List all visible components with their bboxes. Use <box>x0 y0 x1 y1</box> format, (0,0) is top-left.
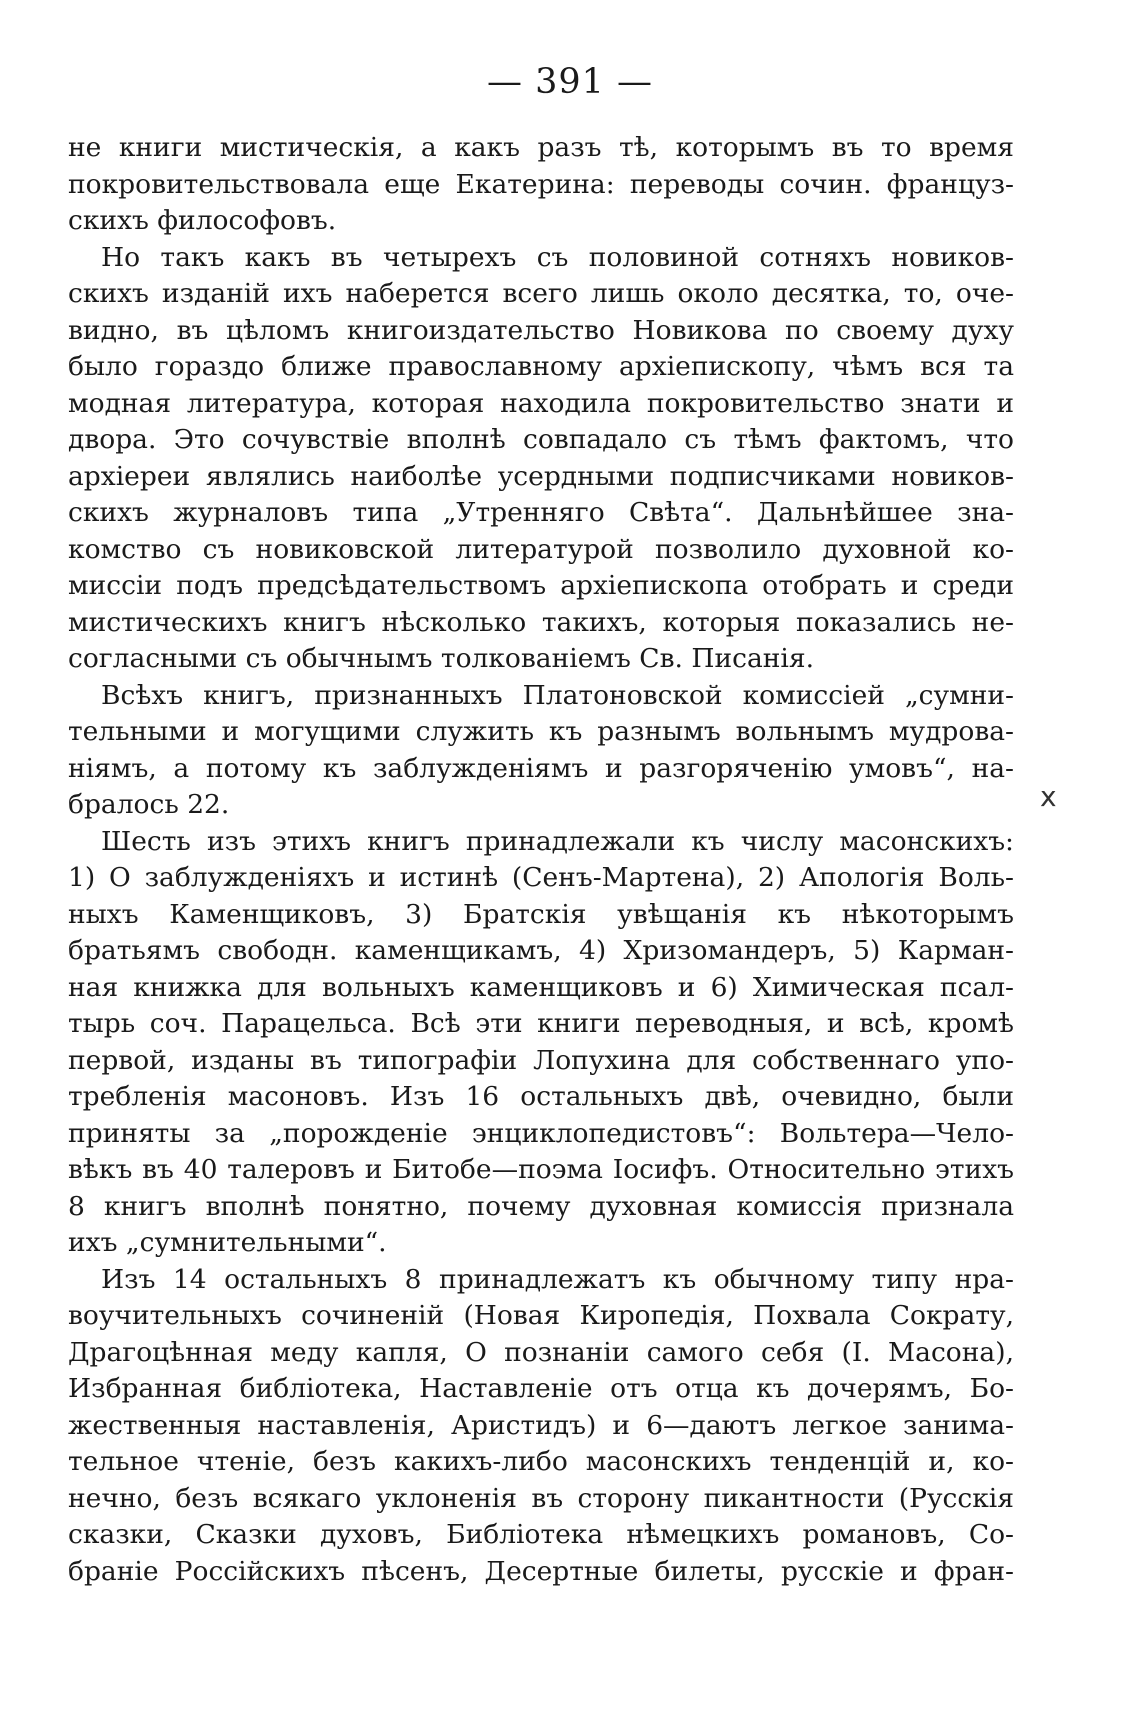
text-line: скихъ журналовъ типа „Утренняго Свѣта“. Дальнѣйшее зна- <box>68 497 1014 528</box>
text-line: первой, изданы въ типографіи Лопухина для собственнаго упо- <box>68 1044 1014 1076</box>
paragraph-4 <box>68 824 1014 1262</box>
margin-annotation: x <box>1040 780 1057 813</box>
text-line: тельное чтеніе, безъ какихъ-либо масонскихъ тенденцій и, ко- <box>68 1446 1014 1477</box>
text-line: тырь соч. Парацельса. Всѣ эти книги переводныя, и всѣ, кромѣ <box>68 1008 1014 1039</box>
text-line: не книги мистическія, а какъ разъ тѣ, которымъ въ то время <box>68 132 1014 163</box>
text-line: скихъ изданій ихъ наберется всего лишь около десятка, то, оче- <box>68 278 1014 309</box>
text-line: ныхъ Каменщиковъ, 3) Братскія увѣщанія къ нѣкоторымъ <box>68 898 1014 930</box>
text-line: воучительныхъ сочиненій (Новая Киропедія, Похвала Сократу, <box>68 1300 1014 1331</box>
body-text <box>68 130 1014 1590</box>
text-line: Но такъ какъ въ четырехъ съ половиной сотняхъ новиков- <box>101 241 1014 273</box>
text-line: браніе Россійскихъ пѣсенъ, Десертные билеты, русскіе и фран- <box>68 1555 1014 1587</box>
text-line: 8 книгъ вполнѣ понятно, почему духовная комиссія признала <box>68 1190 1014 1222</box>
text-line: Изъ 14 остальныхъ 8 принадлежатъ къ обычному типу нра- <box>101 1263 1014 1295</box>
paragraph-3 <box>68 678 1014 824</box>
text-line: приняты за „порожденіе энциклопедистовъ“: Вольтера—Чело- <box>68 1117 1014 1149</box>
text-line: ихъ „сумнительными“. <box>68 1227 387 1258</box>
text-line: Избранная библіотека, Наставленіе отъ отца къ дочерямъ, Бо- <box>68 1373 1014 1404</box>
text-line: скихъ философовъ. <box>68 205 337 236</box>
text-line: братьямъ свободн. каменщикамъ, 4) Хризомандеръ, 5) Карман- <box>68 935 1014 966</box>
text-line: требленія масоновъ. Изъ 16 остальныхъ двѣ, очевидно, были <box>68 1081 1014 1112</box>
text-line: сказки, Сказки духовъ, Библіотека нѣмецкихъ романовъ, Со- <box>68 1519 1014 1550</box>
text-line: нечно, безъ всякаго уклоненія въ сторону пикантности (Русскія <box>68 1482 1014 1514</box>
text-line: согласными съ обычнымъ толкованіемъ Св. Писанія. <box>68 643 815 674</box>
text-line: видно, въ цѣломъ книгоиздательство Новикова по своему духу <box>68 314 1014 346</box>
text-line: тельными и могущими служить къ разнымъ вольнымъ мудрова- <box>68 716 1014 747</box>
text-line: мистическихъ книгъ нѣсколько такихъ, которыя показались не- <box>68 606 1014 638</box>
text-line: архіереи являлись наиболѣе усердными подписчиками новиков- <box>68 460 1014 492</box>
text-line: жественныя наставленія, Аристидъ) и 6—даютъ легкое занима- <box>68 1409 1014 1441</box>
text-line: ная книжка для вольныхъ каменщиковъ и 6) Химическая псал- <box>68 971 1014 1003</box>
paragraph-2 <box>68 240 1014 678</box>
text-line: Драгоцѣнная меду капля, О познаніи самого себя (I. Масона), <box>68 1336 1014 1368</box>
text-line: Всѣхъ книгъ, признанныхъ Платоновской комиссіей „сумни- <box>101 679 1014 711</box>
text-line: Шесть изъ этихъ книгъ принадлежали къ числу масонскихъ: <box>101 825 1014 857</box>
text-line: ніямъ, а потому къ заблужденіямъ и разгоряченію умовъ“, на- <box>68 752 1014 784</box>
text-line: вѣкъ въ 40 талеровъ и Битобе—поэма Іосифъ. Относительно этихъ <box>68 1154 1014 1185</box>
text-line: бралось 22. <box>68 789 230 820</box>
text-line: модная литература, которая находила покровительство знати и <box>68 387 1014 419</box>
text-line: 1) О заблужденіяхъ и истинѣ (Сенъ-Мартена), 2) Апологія Воль- <box>68 862 1014 893</box>
text-line: комство съ новиковской литературой позволило духовной ко- <box>68 533 1014 565</box>
text-line: миссіи подъ предсѣдательствомъ архіепископа отобрать и среди <box>68 570 1014 601</box>
text-line: было гораздо ближе православному архіепископу, чѣмъ вся та <box>68 351 1014 382</box>
text-line: покровительствовала еще Екатерина: переводы сочин. француз- <box>68 168 1014 200</box>
paragraph-1 <box>68 130 1014 240</box>
text-line: двора. Это сочувствіе вполнѣ совпадало съ тѣмъ фактомъ, что <box>68 424 1014 455</box>
page-number: — 391 — <box>486 62 654 102</box>
paragraph-5 <box>68 1262 1014 1591</box>
